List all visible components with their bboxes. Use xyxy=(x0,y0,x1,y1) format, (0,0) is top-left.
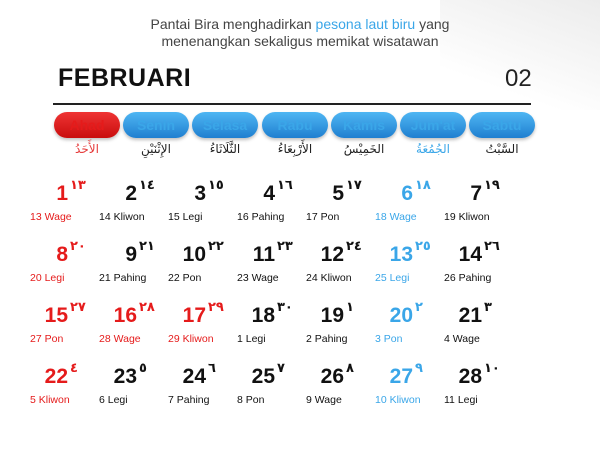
javanese-date-label: 11 Legi xyxy=(444,394,478,406)
calendar-day-cell xyxy=(237,239,311,299)
hijri-date: ٧ xyxy=(277,361,285,376)
hijri-date: ٩ xyxy=(415,361,423,376)
tagline-line-1 xyxy=(0,16,600,33)
day-number: 2 xyxy=(125,182,137,205)
javanese-date-label: 5 Kliwon xyxy=(30,394,70,406)
day-number: 19 xyxy=(320,304,344,327)
hijri-date: ٨ xyxy=(346,361,354,376)
calendar-day-cell xyxy=(237,300,311,360)
weekday-arabic-jumat: الجُمُعَةُ xyxy=(416,142,450,156)
day-number: 28 xyxy=(458,365,482,388)
hijri-date: ٢٣ xyxy=(277,239,293,254)
javanese-date-label: 1 Legi xyxy=(237,333,266,345)
javanese-date-label: 25 Legi xyxy=(375,272,410,284)
month-title: FEBRUARI xyxy=(58,64,192,92)
day-number: 11 xyxy=(252,243,275,266)
hijri-date: ٢٢ xyxy=(208,239,224,254)
calendar-day-cell xyxy=(168,361,242,421)
javanese-date-label: 18 Wage xyxy=(375,211,417,223)
javanese-date-label: 26 Pahing xyxy=(444,272,492,284)
day-number: 3 xyxy=(194,182,206,205)
weekday-arabic-kamis: الخَمِيْسُ xyxy=(343,142,385,156)
javanese-date-label: 20 Legi xyxy=(30,272,65,284)
day-number: 16 xyxy=(113,304,137,327)
hijri-date: ٣٠ xyxy=(277,300,293,315)
calendar-day-cell xyxy=(30,178,104,238)
tagline-accent: pesona laut biru xyxy=(315,16,416,32)
hijri-date: ١٩ xyxy=(484,178,500,193)
weekday-pill-rabu: Rabu xyxy=(262,112,328,138)
day-number: 18 xyxy=(251,304,275,327)
hijri-date: ٤ xyxy=(70,361,78,376)
calendar-day-cell xyxy=(375,300,449,360)
javanese-date-label: 23 Wage xyxy=(237,272,279,284)
day-number: 12 xyxy=(320,243,344,266)
calendar-day-cell xyxy=(375,178,449,238)
day-number: 6 xyxy=(401,182,413,205)
day-number: 8 xyxy=(56,243,68,266)
weekday-arabic-sabtu: السَّبْتُ xyxy=(485,142,519,156)
weekday-pill-ahad: Ahad xyxy=(54,112,120,138)
hijri-date: ٢٥ xyxy=(415,239,431,254)
javanese-date-label: 14 Kliwon xyxy=(99,211,145,223)
calendar-day-cell xyxy=(306,178,380,238)
calendar-day-cell xyxy=(237,361,311,421)
calendar-day-cell xyxy=(99,178,173,238)
weekday-arabic-ahad: الأَحَدُ xyxy=(75,142,99,156)
hijri-date: ١٦ xyxy=(277,178,293,193)
weekday-arabic-senin: الإِثْنَيْنِ xyxy=(141,142,171,156)
month-number: 02 xyxy=(505,65,532,92)
javanese-date-label: 21 Pahing xyxy=(99,272,147,284)
calendar-day-cell xyxy=(444,178,518,238)
hijri-date: ٢٨ xyxy=(139,300,155,315)
javanese-date-label: 24 Kliwon xyxy=(306,272,352,284)
javanese-date-label: 16 Pahing xyxy=(237,211,285,223)
day-number: 15 xyxy=(44,304,68,327)
hijri-date: ١ xyxy=(346,300,354,315)
day-number: 14 xyxy=(458,243,482,266)
hijri-date: ١٨ xyxy=(415,178,431,193)
day-number: 5 xyxy=(332,182,344,205)
javanese-date-label: 7 Pahing xyxy=(168,394,210,406)
calendar-day-cell xyxy=(99,239,173,299)
calendar-day-cell xyxy=(168,300,242,360)
tagline xyxy=(0,16,600,50)
calendar-day-cell xyxy=(99,361,173,421)
weekday-arabic-rabu: الأَرْبِعَاءُ xyxy=(277,142,313,156)
hijri-date: ٢٤ xyxy=(346,239,362,254)
day-number: 25 xyxy=(251,365,275,388)
calendar-day-cell xyxy=(168,239,242,299)
day-number: 20 xyxy=(389,304,413,327)
hijri-date: ٢٧ xyxy=(70,300,86,315)
calendar-day-cell xyxy=(237,178,311,238)
hijri-date: ٢ xyxy=(415,300,423,315)
hijri-date: ٢١ xyxy=(139,239,155,254)
hijri-date: ٥ xyxy=(139,361,147,376)
weekday-pill-senin: Senin xyxy=(123,112,189,138)
javanese-date-label: 13 Wage xyxy=(30,211,72,223)
tagline-text-start: Pantai Bira menghadirkan xyxy=(150,16,316,32)
day-number: 4 xyxy=(263,182,275,205)
calendar-day-cell xyxy=(168,178,242,238)
javanese-date-label: 28 Wage xyxy=(99,333,141,345)
calendar-day-cell xyxy=(444,361,518,421)
hijri-date: ٣ xyxy=(484,300,492,315)
javanese-date-label: 6 Legi xyxy=(99,394,128,406)
tagline-text-end: yang xyxy=(415,16,450,32)
javanese-date-label: 8 Pon xyxy=(237,394,265,406)
hijri-date: ١٥ xyxy=(208,178,224,193)
day-number: 17 xyxy=(182,304,206,327)
hijri-date: ٢٦ xyxy=(484,239,500,254)
weekday-pill-jumat: Jum'at xyxy=(400,112,466,138)
weekday-pill-sabtu: Sabtu xyxy=(469,112,535,138)
javanese-date-label: 27 Pon xyxy=(30,333,64,345)
javanese-date-label: 10 Kliwon xyxy=(375,394,421,406)
hijri-date: ١٧ xyxy=(346,178,362,193)
header-divider xyxy=(53,103,531,105)
calendar-day-cell xyxy=(444,239,518,299)
javanese-date-label: 17 Pon xyxy=(306,211,340,223)
day-number: 24 xyxy=(182,365,206,388)
calendar-day-cell xyxy=(306,300,380,360)
day-number: 23 xyxy=(113,365,137,388)
javanese-date-label: 9 Wage xyxy=(306,394,342,406)
calendar-day-cell xyxy=(30,361,104,421)
day-number: 22 xyxy=(44,365,68,388)
calendar-day-cell xyxy=(30,300,104,360)
calendar-day-cell xyxy=(375,239,449,299)
day-number: 21 xyxy=(458,304,482,327)
javanese-date-label: 3 Pon xyxy=(375,333,403,345)
day-number: 9 xyxy=(125,243,137,266)
hijri-date: ٢٩ xyxy=(208,300,224,315)
javanese-date-label: 29 Kliwon xyxy=(168,333,214,345)
hijri-date: ٦ xyxy=(208,361,216,376)
javanese-date-label: 15 Legi xyxy=(168,211,203,223)
calendar-day-cell xyxy=(99,300,173,360)
calendar-day-cell xyxy=(30,239,104,299)
weekday-pill-kamis: Kamis xyxy=(331,112,397,138)
javanese-date-label: 19 Kliwon xyxy=(444,211,490,223)
weekday-arabic-selasa: الثَّلَاثَاءُ xyxy=(209,142,241,156)
javanese-date-label: 22 Pon xyxy=(168,272,202,284)
hijri-date: ١٣ xyxy=(70,178,86,193)
calendar-day-cell xyxy=(306,361,380,421)
tagline-line-2: menenangkan sekaligus memikat wisatawan xyxy=(161,33,439,49)
day-number: 7 xyxy=(470,182,482,205)
hijri-date: ٢٠ xyxy=(70,239,86,254)
weekday-pill-selasa: Selasa xyxy=(192,112,258,138)
day-number: 10 xyxy=(182,243,206,266)
hijri-date: ١٤ xyxy=(139,178,155,193)
calendar-day-cell xyxy=(306,239,380,299)
javanese-date-label: 4 Wage xyxy=(444,333,480,345)
calendar-day-cell xyxy=(375,361,449,421)
hijri-date: ١٠ xyxy=(484,361,500,376)
day-number: 26 xyxy=(320,365,344,388)
day-number: 27 xyxy=(389,365,413,388)
day-number: 13 xyxy=(389,243,413,266)
calendar-day-cell xyxy=(444,300,518,360)
javanese-date-label: 2 Pahing xyxy=(306,333,348,345)
day-number: 1 xyxy=(56,182,68,205)
